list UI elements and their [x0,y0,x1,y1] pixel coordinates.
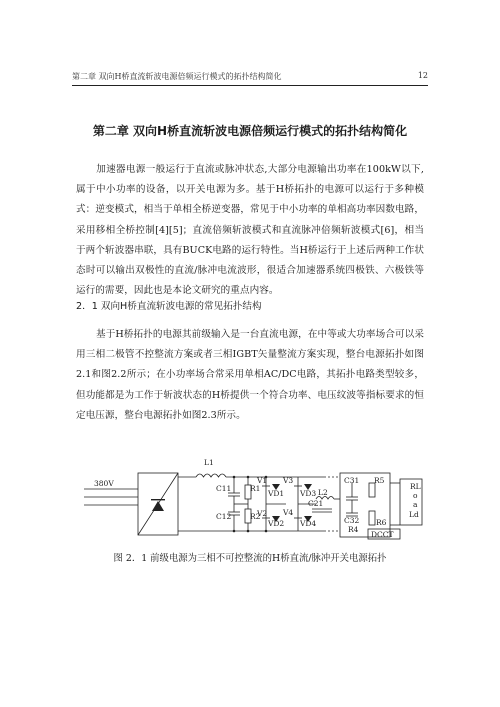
label-load-a: a [413,500,418,509]
label-c11: C11 [216,484,232,493]
paragraph-topology [76,325,424,426]
chapter-title: 第二章 双向H桥直流斩波电源倍频运行模式的拓扑结构简化 [92,124,408,138]
section-heading: 2．1 双向H桥直流斩波电源的常见拓扑结构 [76,301,262,312]
running-header-title: 第二章 双向H桥直流斩波电源倍频运行模式的拓扑结构简化 [72,72,282,81]
paragraph-intro [76,160,424,301]
label-c21: C21 [308,499,324,508]
label-dcct: DCCT [371,530,394,539]
paragraph-topology-text: 基于H桥拓扑的电源其前级输入是一台直流电源，在中等或大功率场合可以采用三相二极管不控整流方案或者三相IGBT矢量整流方案实现，整台电源拓扑如图2.1和图2.2所示；在小功率场合常采用单相AC/DC电路，其拓扑电路类型较多，但功能都是为工作于斩波状态的H桥提供一个符合功率、电压纹波等指标要求的恒定电压源，整台电源拓扑如图2.3所示。 [76,329,424,421]
page-number: 12 [417,71,428,80]
label-r1: R1 [250,484,261,493]
label-v4: V4 [283,508,294,517]
label-vd4: VD4 [300,519,317,528]
label-vd2: VD2 [268,519,285,528]
label-input: 380V [94,479,114,488]
resistor-r5 [369,483,375,497]
header-rule [72,85,428,86]
label-r5: R5 [374,476,385,485]
label-l1: L1 [204,458,214,467]
rectifier-diode-symbol [152,501,164,511]
figure-caption: 图 2．1 前级电源为三相不可控整流的H桥直流/脉冲开关电源拓扑 [113,553,387,564]
label-vd3: VD3 [300,489,317,498]
paragraph-intro-text: 加速器电源一般运行于直流或脉冲状态,大部分电源输出功率在100kW以下,属于中小功率的设备，以开关电源为多。基于H桥拓扑的电源可以运行于多种模式：逆变模式，相当于单相全桥逆变器，常见于中小功率的单相高功率因数电路，采用移相全桥控制[4][5]；直流倍频斩波模式和直流脉冲倍频斩波模式[6]，相当于两个斩波器串联，具有BUCK电路的运行特性。当H桥运行于上述后两种工作状态时可以输出双极性的直流/脉冲电流波形，很适合加速器系统四极铁、六极铁等运行的需要，因此也是本论文研究的重点内容。 [76,164,424,297]
label-vd1: VD1 [268,489,285,498]
label-l2: L2 [318,488,328,497]
label-r4: R4 [348,525,359,534]
label-c12: C12 [216,512,232,521]
label-v1: V1 [257,476,268,485]
label-load-o: o [413,491,418,500]
label-r6: R6 [376,518,387,527]
label-load-d: Ld [409,510,419,519]
inductor-l1 [196,474,226,477]
circuit-diagram [76,453,436,548]
label-v2: V2 [257,509,268,518]
resistor-r6 [369,511,375,525]
label-c32: C32 [344,516,360,525]
label-r2: R2 [250,512,261,521]
label-v3: V3 [283,476,294,485]
label-load-r: RL [410,482,421,491]
label-c31: C31 [344,476,360,485]
